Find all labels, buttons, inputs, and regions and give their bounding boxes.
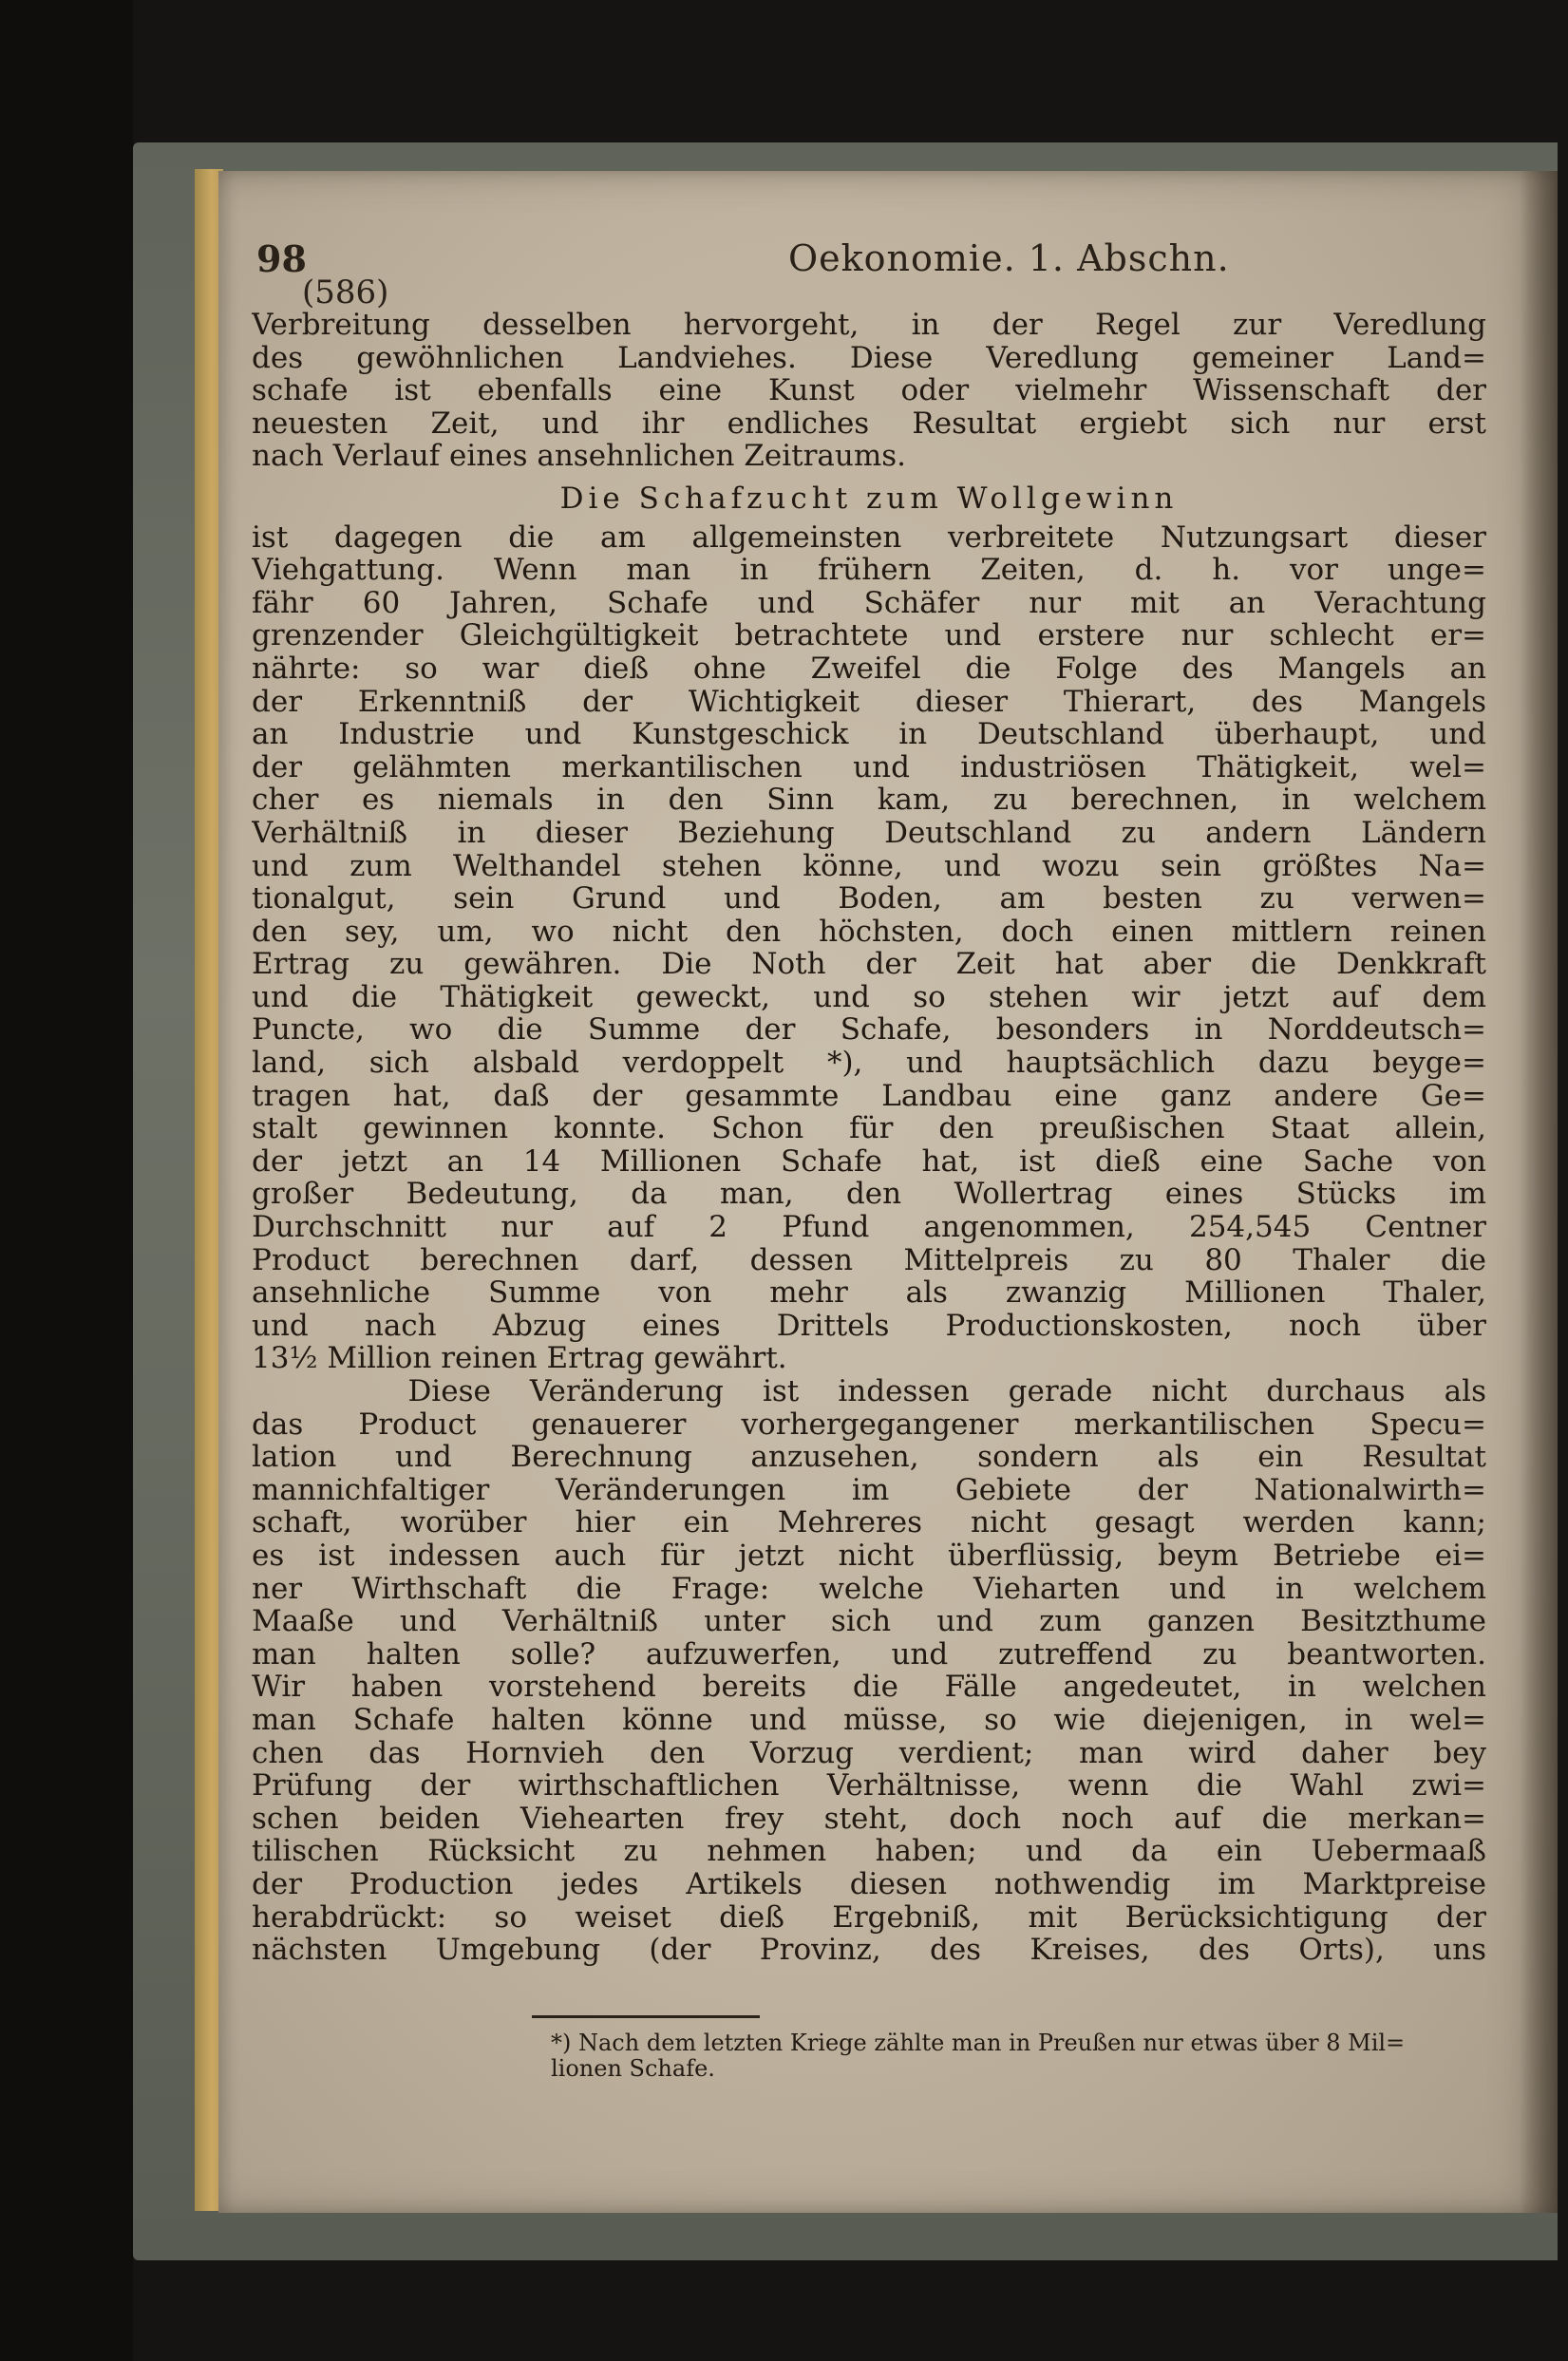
text-line: Wir haben vorstehend bereits die Fälle angedeutet, in welchen: [252, 1671, 1486, 1704]
text-line: großer Bedeutung, da man, den Wollertrag eines Stücks im: [252, 1178, 1486, 1212]
text-line: Diese Veränderung ist indessen gerade nicht durchaus als: [252, 1375, 1486, 1408]
text-line: der Erkenntniß der Wichtigkeit dieser Thierart, des Mangels: [252, 685, 1486, 719]
background-left: [0, 0, 133, 2361]
text-line: nährte: so war dieß ohne Zweifel die Folge des Mangels an: [252, 652, 1486, 686]
footnote-divider: [532, 2015, 760, 2018]
text-line: den sey, um, wo nicht den höchsten, doch einen mittlern reinen: [252, 915, 1486, 949]
text-line: ansehnliche Summe von mehr als zwanzig Millionen Thaler,: [252, 1276, 1486, 1310]
text-line: chen das Hornvieh den Vorzug verdient; man wird daher bey: [252, 1736, 1486, 1770]
text-line: mannichfaltiger Veränderungen im Gebiete der Nationalwirth=: [252, 1473, 1486, 1507]
section-heading: Die Schafzucht zum Wollgewinn: [559, 482, 1179, 516]
text-line: Durchschnitt nur auf 2 Pfund angenommen, 254,545 Centner: [252, 1211, 1486, 1244]
text-line: cher es niemals in den Sinn kam, zu berechnen, in welchem: [252, 784, 1486, 817]
text-line: Prüfung der wirthschaftlichen Verhältnisse, wenn die Wahl zwi=: [252, 1769, 1486, 1803]
text-line: Maaße und Verhältniß unter sich und zum ganzen Besitzthume: [252, 1605, 1486, 1638]
text-line: grenzender Gleichgültigkeit betrachtete und erstere nur schlecht er=: [252, 619, 1486, 652]
text-line: nächsten Umgebung (der Provinz, des Kreises, des Orts), uns: [252, 1934, 1486, 1967]
text-line: schafe ist ebenfalls eine Kunst oder vielmehr Wissenschaft der: [252, 374, 1486, 407]
text-line: herabdrückt: so weiset dieß Ergebniß, mit Berücksichtigung der: [252, 1900, 1486, 1935]
running-header: [256, 237, 1491, 283]
text-line: das Product genauerer vorhergegangener merkantilischen Specu=: [252, 1407, 1486, 1442]
text-line: 13½ Million reinen Ertrag gewährt.: [252, 1342, 787, 1375]
text-line: ner Wirthschaft die Frage: welche Vieharten und in welchem: [252, 1572, 1486, 1606]
text-line: Puncte, wo die Summe der Schafe, besonders in Norddeutsch=: [252, 1013, 1486, 1048]
text-line: der jetzt an 14 Millionen Schafe hat, ist dieß eine Sache von: [252, 1144, 1486, 1179]
text-line: ist dagegen die am allgemeinsten verbreitete Nutzungsart dieser: [252, 520, 1486, 555]
text-line: Verbreitung desselben hervorgeht, in der Regel zur Veredlung: [252, 309, 1486, 342]
text-line: und nach Abzug eines Drittels Productionskosten, noch über: [252, 1309, 1486, 1343]
text-line: und zum Welthandel stehen könne, und wozu sein größtes Na=: [252, 849, 1486, 883]
page-number: 98: [256, 237, 307, 280]
text-line: Viehgattung. Wenn man in frühern Zeiten, d. h. vor unge=: [252, 554, 1486, 587]
text-line: land, sich alsbald verdoppelt *), und hauptsächlich dazu beyge=: [252, 1047, 1486, 1080]
text-line: tilischen Rücksicht zu nehmen haben; und da ein Uebermaaß: [252, 1835, 1486, 1868]
signature-mark: (586): [302, 274, 389, 312]
footnote-line: *) Nach dem letzten Kriege zählte man in Preußen nur etwas über 8 Mil=: [551, 2030, 1406, 2056]
text-line: nach Verlauf eines ansehnlichen Zeitraums.: [252, 440, 906, 473]
chapter-title: Oekonomie. 1. Abschn.: [788, 237, 1230, 279]
text-line: Verhältniß in dieser Beziehung Deutschland zu andern Ländern: [252, 816, 1486, 850]
text-line: stalt gewinnen konnte. Schon für den preußischen Staat allein,: [252, 1112, 1486, 1145]
text-line: neuesten Zeit, und ihr endliches Resultat ergiebt sich nur erst: [252, 406, 1486, 441]
text-line: schen beiden Viehearten frey steht, doch noch auf die merkan=: [252, 1802, 1486, 1836]
text-line: tragen hat, daß der gesammte Landbau eine ganz andere Ge=: [252, 1079, 1486, 1113]
footnote-line: lionen Schafe.: [551, 2055, 715, 2082]
body-text: [252, 309, 1486, 1967]
text-line: Product berechnen darf, dessen Mittelpreis zu 80 Thaler die: [252, 1243, 1486, 1277]
text-line: des gewöhnlichen Landviehes. Diese Veredlung gemeiner Land=: [252, 341, 1486, 375]
text-line: schaft, worüber hier ein Mehreres nicht gesagt werden kann;: [252, 1506, 1486, 1539]
text-line: an Industrie und Kunstgeschick in Deutschland überhaupt, und: [252, 718, 1486, 751]
text-line: der gelähmten merkantilischen und industriösen Thätigkeit, wel=: [252, 750, 1486, 784]
text-line: es ist indessen auch für jetzt nicht überflüssig, beym Betriebe ei=: [252, 1539, 1486, 1573]
text-line: man halten solle? aufzuwerfen, und zutreffend zu beantworten.: [252, 1637, 1486, 1672]
text-line: tionalgut, sein Grund und Boden, am besten zu verwen=: [252, 882, 1486, 916]
footnote: [551, 2030, 1491, 2082]
text-line: lation und Berechnung anzusehen, sondern als ein Resultat: [252, 1441, 1486, 1474]
text-line: Ertrag zu gewähren. Die Noth der Zeit hat aber die Denkkraft: [252, 948, 1486, 981]
page-gutter-shadow: [1520, 171, 1558, 2213]
text-line: der Production jedes Artikels diesen nothwendig im Marktpreise: [252, 1867, 1486, 1901]
text-line: man Schafe halten könne und müsse, so wie diejenigen, in wel=: [252, 1703, 1486, 1737]
text-line: und die Thätigkeit geweckt, und so stehen wir jetzt auf dem: [252, 980, 1486, 1014]
text-line: fähr 60 Jahren, Schafe und Schäfer nur mit an Verachtung: [252, 586, 1486, 620]
